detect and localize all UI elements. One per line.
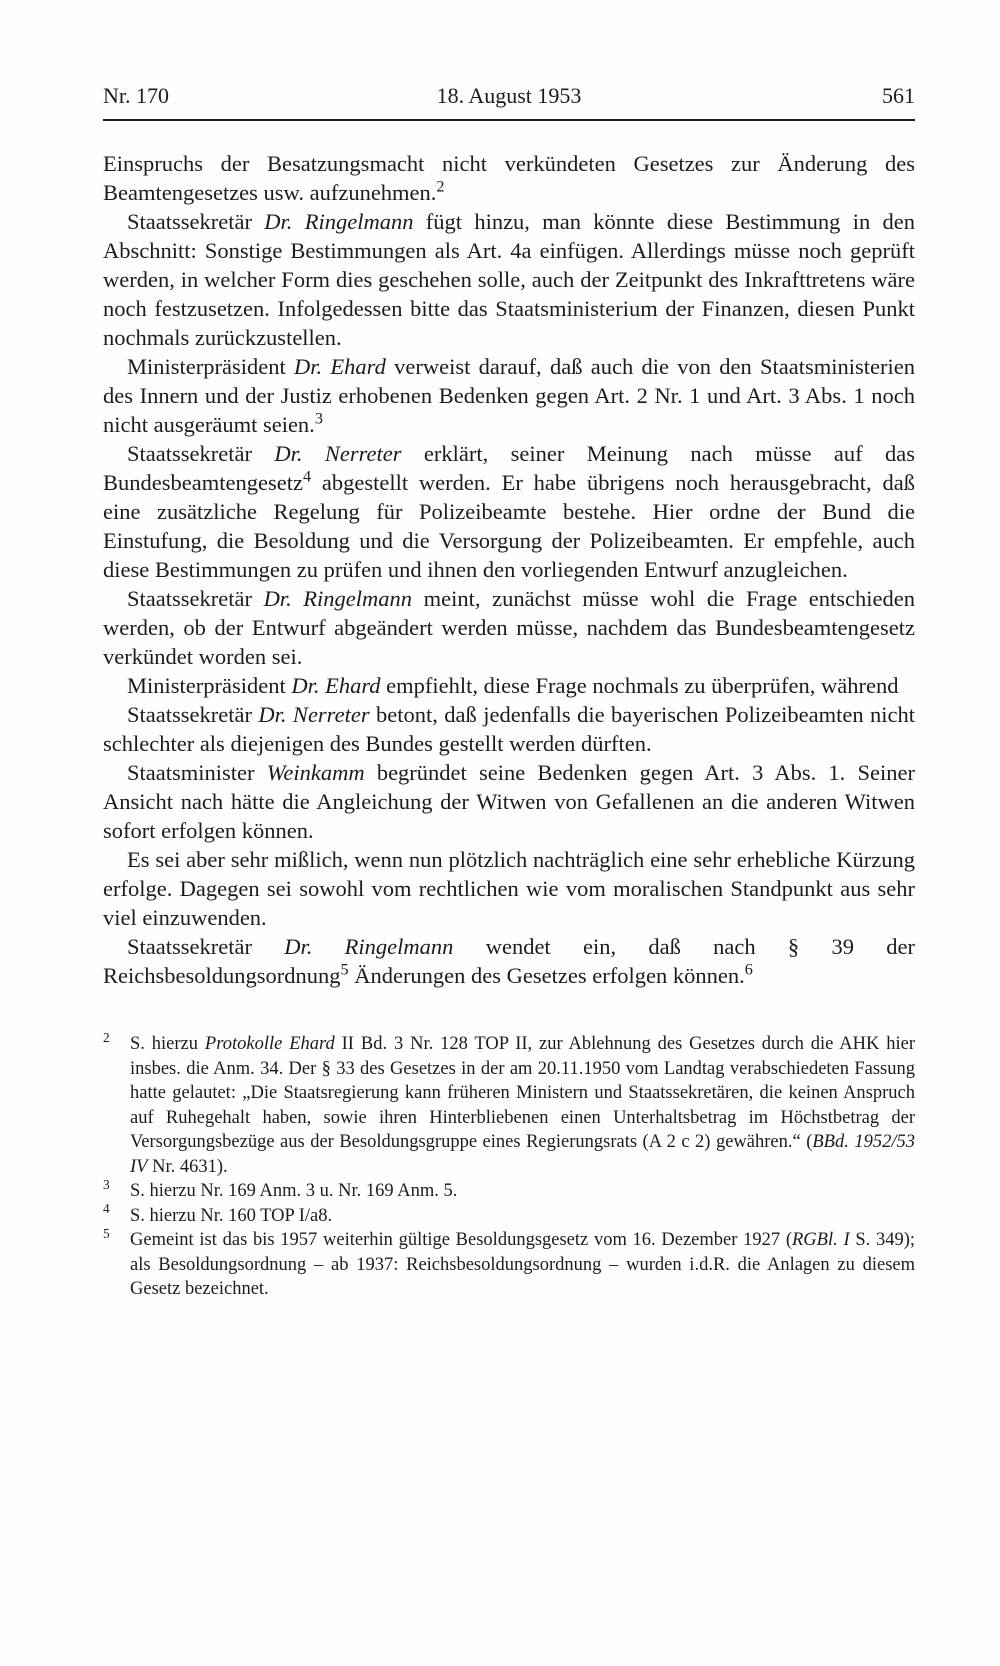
body-text [103, 149, 915, 990]
text-run: verweist darauf, daß auch die von den Staatsministerien des Innern und der Justiz erhobenen Bedenken gegen Art. 2 Nr. 1 und Art. 3 Abs. 1 noch nicht ausgeräumt seien. [103, 354, 915, 437]
text-run: fügt hinzu, man könnte diese Bestimmung in den Abschnitt: Sonstige Bestimmungen als Art. 4a einfügen. Allerdings müsse noch geprüft werden, in welcher Form dies geschehen solle, auch der Zeitpunkt des Inkrafttretens wäre noch festzusetzen. Infolgedessen bitte das Staatsministerium der Finanzen, diesen Punkt nochmals zurückzustellen. [103, 209, 915, 350]
paragraph [103, 584, 915, 671]
header-rule [103, 119, 915, 121]
text-run: Staatssekretär [127, 586, 264, 611]
text-run: Dr. Ringelmann [264, 209, 414, 234]
paragraph [103, 845, 915, 932]
text-run: Staatsminister [127, 760, 267, 785]
text-run: BBd. 1952/53 IV [130, 1132, 915, 1177]
text-run: Nr. 4631). [147, 1156, 228, 1177]
text-run: abgestellt werden. Er habe übrigens noch herausgebracht, daß eine zusätzliche Regelung für Polizeibeamte bestehe. Hier ordne der Bund die Einstufung, die Besoldung und die Versorgung der Polizeibeamten. Er empfehle, auch diese Bestimmungen zu prüfen und ihnen den vorliegenden Entwurf anzugleichen. [103, 470, 915, 582]
header-doc-number: Nr. 170 [103, 83, 169, 108]
text-run: empfiehlt, diese Frage nochmals zu überprüfen, während [380, 673, 899, 698]
footnote-ref: 2 [436, 177, 445, 196]
text-run: Dr. Nerreter [274, 441, 402, 466]
text-run: S. hierzu [130, 1034, 205, 1054]
footnote: $^2$ S. hierzu Protokolle Ehard II Bd. 3 Nr. 128 TOP II, zur Ablehnung des Gesetzes durch die AHK hier insbes. die Anm. 34. Der § 33 des Gesetzes in der am 20.11.1950 vom Landtag verabschiedeten Fassung hatte gelautet: „Die Staatsregierung kann früheren Ministern und Staatssekretären, die keinen Anspruch auf Ruhegehalt haben, sowie ihren Hinterbliebenen einen Unterhaltsbetrag im Höchstbetrag der Versorgungsbezüge aus der Besoldungsgruppe eines Regierungsrats (A 2 c 2) gewähren.“ (BBd. 1952/53 IV Nr. 4631). [103, 1029, 915, 1177]
text-run: Protokolle Ehard [204, 1034, 335, 1054]
paragraph [103, 932, 915, 990]
text-run: Es sei aber sehr mißlich, wenn nun plötzlich nachträglich eine sehr erhebliche Kürzung erfolge. Dagegen sei sowohl vom rechtlichen wie vom moralischen Standpunkt aus sehr viel einzuwenden. [103, 847, 915, 930]
footnote-ref: 5 [340, 960, 349, 979]
text-run: S. hierzu Nr. 169 Anm. 3 u. Nr. 169 Anm. 5. [130, 1181, 458, 1201]
paragraph [103, 758, 915, 845]
text-run: Staatssekretär [127, 209, 265, 234]
header-page-number: 561 [882, 83, 915, 108]
footnote-section [103, 1029, 916, 1302]
text-run: Weinkamm [266, 760, 365, 785]
text-run: Ministerpräsident [127, 354, 294, 379]
text-run: betont, daß jedenfalls die bayerischen Polizeibeamten nicht schlechter als diejenigen des Bundes gestellt werden dürften. [103, 702, 915, 756]
text-run: meint, zunächst müsse wohl die Frage entschieden werden, ob der Entwurf abgeändert werden müsse, nachdem das Bundesbeamtengesetz verkündet worden sei. [103, 586, 915, 669]
text-run: Einspruchs der Besatzungsmacht nicht verkündeten Gesetzes zur Änderung des Beamtengesetzes usw. aufzunehmen. [103, 151, 915, 205]
footnote-ref: 3 [314, 409, 323, 428]
paragraph [103, 149, 915, 207]
footnote: $^5$ Gemeint ist das bis 1957 weiterhin gültige Besoldungsgesetz vom 16. Dezember 1927 (RGBl. I S. 349); als Besoldungsordnung – ab 1937: Reichsbesoldungsordnung – wurden i.d.R. die Anlagen zu diesem Gesetz bezeichnet. [103, 1225, 916, 1299]
footnote-ref: 4 [302, 467, 312, 486]
text-run: Staatssekretär [127, 702, 259, 727]
paragraph [103, 439, 915, 584]
page-header [103, 84, 915, 108]
text-run: Dr. Nerreter [258, 702, 370, 727]
footnote: $^4$ S. hierzu Nr. 160 TOP I/a8. [103, 1201, 333, 1226]
paragraph [103, 671, 915, 700]
text-run: S. hierzu Nr. 160 TOP I/a8. [130, 1205, 333, 1226]
paragraph [103, 700, 915, 758]
text-run: Dr. Ringelmann [263, 586, 413, 611]
text-run: erklärt, seiner Meinung nach müsse auf das Bundesbeamtengesetz [103, 441, 916, 495]
text-run: Gemeint ist das bis 1957 weiterhin gültige Besoldungsgesetz vom 16. Dezember 1927 ( [130, 1230, 792, 1250]
text-run: Dr. Ehard [294, 354, 386, 379]
text-run: wendet ein, daß nach § 39 der Reichsbesoldungsordnung [103, 934, 916, 988]
footnote-list [103, 1029, 916, 1302]
text-run: RGBl. I [792, 1230, 850, 1250]
footnote-ref: 6 [744, 960, 753, 979]
text-run: Dr. Ringelmann [284, 934, 454, 959]
text-run: Dr. Ehard [291, 673, 381, 698]
text-run: S. 349); als Besoldungsordnung – ab 1937: Reichsbesoldungsordnung – wurden i.d.R. die Anlagen zu diesem Gesetz bezeichnet. [130, 1230, 916, 1299]
text-run: Staatssekretär [127, 934, 285, 959]
text-run: II Bd. 3 Nr. 128 TOP II, zur Ablehnung des Gesetzes durch die AHK hier insbes. die Anm. 34. Der § 33 des Gesetzes in der am 20.11.1950 vom Landtag verabschiedeten Fassung hatte gelautet: „Die Staatsregierung kann früheren Ministern und Staatssekretären, die keinen Anspruch auf Ruhegehalt haben, sowie ihren Hinterbliebenen einen Unterhaltsbetrag im Höchstbetrag der Versorgungsbezüge aus der Besoldungsgruppe eines Regierungsrats (A 2 c 2) gewähren.“ ( [130, 1034, 915, 1152]
footnote: $^3$ S. hierzu Nr. 169 Anm. 3 u. Nr. 169 Anm. 5. [103, 1176, 458, 1201]
text-run: Änderungen des Gesetzes erfolgen können. [348, 963, 745, 988]
paragraph [103, 207, 915, 352]
paragraph [103, 352, 915, 439]
text-run: Staatssekretär [127, 441, 275, 466]
header-date: 18. August 1953 [436, 83, 582, 108]
text-run: begründet seine Bedenken gegen Art. 3 Abs. 1. Seiner Ansicht nach hätte die Angleichung der Witwen von Gefallenen an die anderen Witwen sofort erfolgen können. [103, 760, 915, 843]
text-run: Ministerpräsident [127, 673, 292, 698]
